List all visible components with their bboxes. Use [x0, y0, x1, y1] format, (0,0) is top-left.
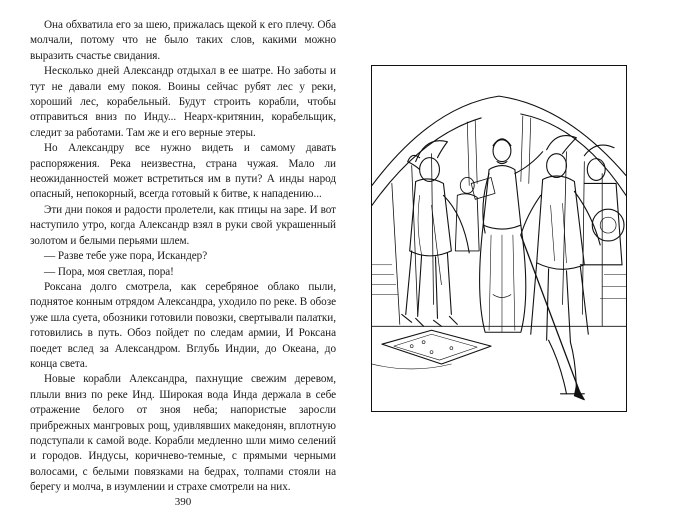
dialogue-line: — Пора, моя светлая, пора! — [44, 265, 174, 278]
right-page — [336, 0, 674, 528]
paragraph: Эти дни покоя и радости пролетели, как птицы на заре. И вот наступило утро, когда Александр взял в руки свой украшенный золотом и белыми перьями шлем. — [30, 203, 336, 247]
paragraph: Роксана долго смотрела, как серебряное облако пыли, поднятое конным отрядом Александра, уходило по реке. В обозе уже шла суета, обозники готовили повозки, свертывали палатки, готовились в путь. Обоз пойдет по следам армии, И Роксана поедет вслед за Александром. Вглубь Индии, до Океана, до конца света. — [30, 280, 336, 370]
body-text — [30, 18, 336, 496]
paragraph: Новые корабли Александра, пахнущие свежим деревом, плыли вниз по реке Инд. Широкая вода Инда держала в себе отражение белого от зноя неба; напористые заросли прибрежных мангровых рощ, удивлявших македонян, вплотную подступали к самой воде. Корабли медленно шли мимо селений и городов. Индусы, коричнево-темные, с прямыми черными волосами, с белыми повязками на бедрах, толпами стояли на берегу и молча, в изумлении и страхе смотрели на них. — [30, 373, 336, 494]
paragraph: Но Александру все нужно видеть и самому давать распоряжения. Река неизвестна, страна чужая. Мало ли неожиданностей может встретиться им в пути? А инды народ опасный, непокорный, всегда готовый к битве, к нападению... — [30, 142, 336, 201]
page-number: 390 — [174, 496, 192, 508]
left-page — [30, 18, 336, 510]
line-art-illustration — [371, 65, 627, 412]
paragraph: Несколько дней Александр отдыхал в ее шатре. Но заботы и тут не давали ему покоя. Воины сейчас рубят лес у реки, хороший лес, корабельный. Будут строить корабли, чтобы отправиться вниз по Инду... Неарх-критянин, корабельщик, следит за работами. Там же и его верные этеры. — [30, 65, 336, 139]
paragraph: Она обхватила его за шею, прижалась щекой к его плечу. Оба молчали, потому что не было таких слов, какими можно выразить счастье свидания. — [30, 19, 336, 62]
dialogue-line: — Разве тебе уже пора, Искандер? — [44, 250, 208, 263]
